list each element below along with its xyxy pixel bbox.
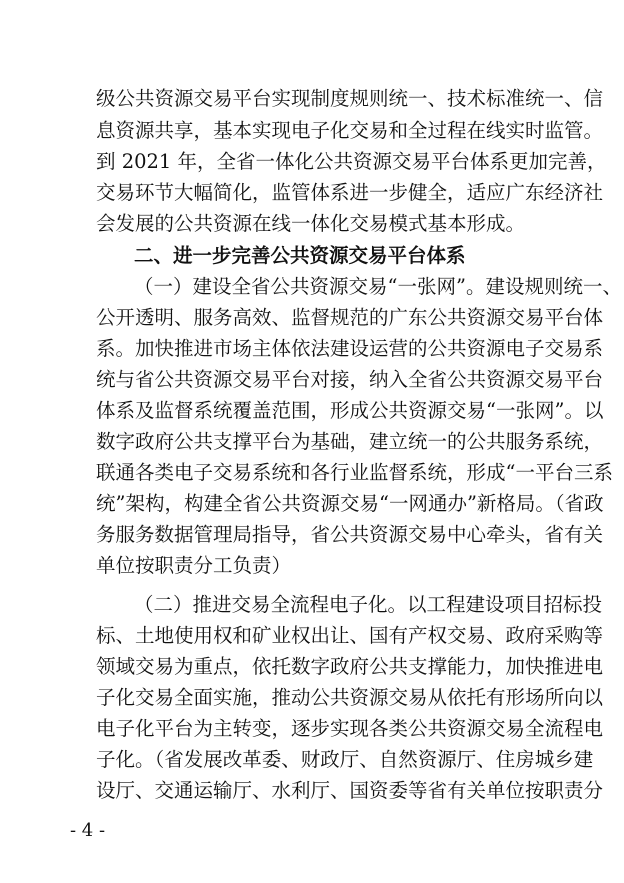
body-text-line: 体系及监督系统覆盖范围，形成公共资源交易“一张网”。以 — [96, 399, 604, 422]
body-text-line: 统与省公共资源交易平台对接，纳入全省公共资源交易平台 — [96, 368, 604, 391]
body-text-line: 数字政府公共支撑平台为基础，建立统一的公共服务系统， — [96, 430, 604, 453]
body-text-line: 领域交易为重点，依托数字政府公共支撑能力，加快推进电 — [96, 655, 604, 678]
body-text-line: 电子化平台为主转变，逐步实现各类公共资源交易全流程电 — [96, 717, 604, 740]
body-text-line: 交易环节大幅简化，监管体系进一步健全，适应广东经济社 — [96, 181, 604, 204]
subsection-first-line: （二）推进交易全流程电子化。以工程建设项目招标投 — [134, 593, 603, 616]
body-text-line: 息资源共享，基本实现电子化交易和全过程在线实时监管。 — [96, 119, 604, 142]
body-text-line: 会发展的公共资源在线一体化交易模式基本形成。 — [96, 212, 526, 235]
body-text-line: 统”架构，构建全省公共资源交易“一网通办”新格局。（省政 — [96, 492, 604, 515]
body-text-line: 单位按职责分工负责） — [96, 554, 292, 577]
body-text-line: 务服务数据管理局指导，省公共资源交易中心牵头，省有关 — [96, 523, 604, 546]
body-text-line: 级公共资源交易平台实现制度规则统一、技术标准统一、信 — [96, 87, 604, 110]
body-text-line: 标、土地使用权和矿业权出让、国有产权交易、政府采购等 — [96, 624, 604, 647]
body-text-line: 子化交易全面实施，推动公共资源交易从依托有形场所向以 — [96, 686, 604, 709]
subsection-first-line: （一）建设全省公共资源交易“一张网”。建设规则统一、 — [134, 275, 622, 298]
body-text-line: 到 2021 年，全省一体化公共资源交易平台体系更加完善， — [96, 150, 607, 173]
section-heading: 二、进一步完善公共资源交易平台体系 — [134, 244, 466, 267]
body-text-line: 联通各类电子交易系统和各行业监督系统，形成“一平台三系 — [96, 461, 613, 484]
body-text-line: 公开透明、服务高效、监督规范的广东公共资源交易平台体 — [96, 306, 604, 329]
body-text-line: 子化。（省发展改革委、财政厅、自然资源厅、住房城乡建 — [96, 748, 594, 771]
body-text-line: 设厅、交通运输厅、水利厅、国资委等省有关单位按职责分 — [96, 779, 604, 802]
page-number: - 4 - — [70, 820, 106, 841]
body-text-line: 系。加快推进市场主体依法建设运营的公共资源电子交易系 — [96, 337, 604, 360]
